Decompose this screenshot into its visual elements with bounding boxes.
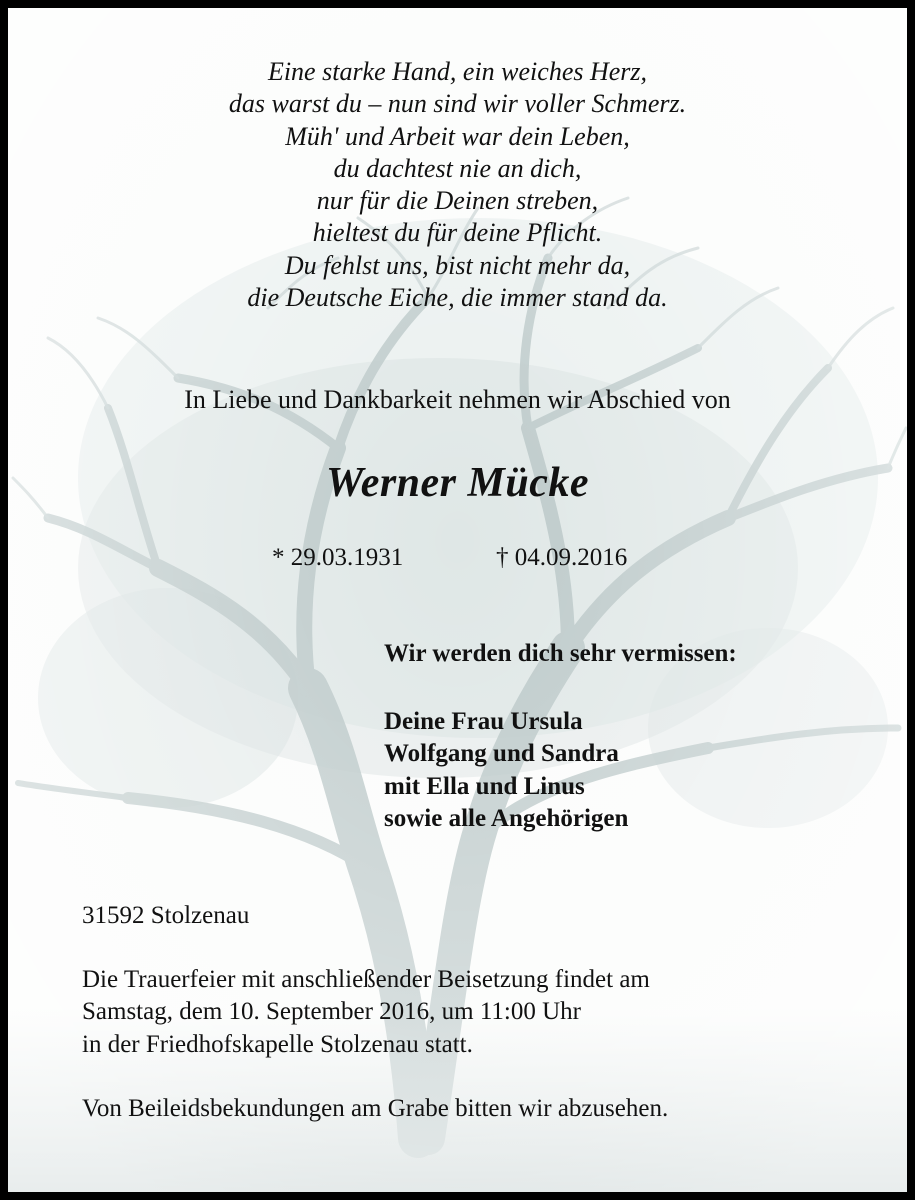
poem: [8, 56, 907, 314]
poem-line: die Deutsche Eiche, die immer stand da.: [247, 283, 668, 313]
ceremony-line: Samstag, dem 10. September 2016, um 11:00 Uhr: [82, 998, 582, 1026]
mourners-list: [384, 706, 628, 835]
poem-line: hieltest du für deine Pflicht.: [312, 218, 603, 248]
ceremony-line: Die Trauerfeier mit anschließender Beisetzung findet am: [82, 966, 650, 993]
mourner-line: mit Ella und Linus: [384, 772, 585, 800]
mourner-line: Deine Frau Ursula: [384, 708, 583, 735]
mourner-line: sowie alle Angehörigen: [384, 804, 629, 832]
birth-date: * 29.03.1931: [272, 544, 404, 571]
funeral-ceremony-info: [82, 964, 650, 1061]
death-date: † 04.09.2016: [496, 544, 628, 571]
poem-line: Eine starke Hand, ein weiches Herz,: [267, 57, 648, 86]
mourners-heading: Wir werden dich sehr vermissen:: [384, 640, 737, 667]
poem-line: du dachtest nie an dich,: [333, 153, 582, 183]
poem-line: das warst du – nun sind wir voller Schmerz.: [228, 89, 687, 119]
address: 31592 Stolzenau: [82, 902, 250, 929]
condolence-note: Von Beileidsbekundungen am Grabe bitten wir abzusehen.: [82, 1095, 669, 1122]
poem-line: nur für die Deinen streben,: [316, 186, 599, 216]
deceased-name: Werner Mücke: [325, 460, 590, 506]
farewell-intro: In Liebe und Dankbarkeit nehmen wir Abschied von: [184, 385, 731, 414]
poem-line: Müh' und Arbeit war dein Leben,: [285, 121, 630, 151]
mourner-line: Wolfgang und Sandra: [384, 740, 619, 768]
ceremony-line: in der Friedhofskapelle Stolzenau statt.: [82, 1030, 473, 1058]
poem-line: Du fehlst uns, bist nicht mehr da,: [284, 250, 631, 280]
